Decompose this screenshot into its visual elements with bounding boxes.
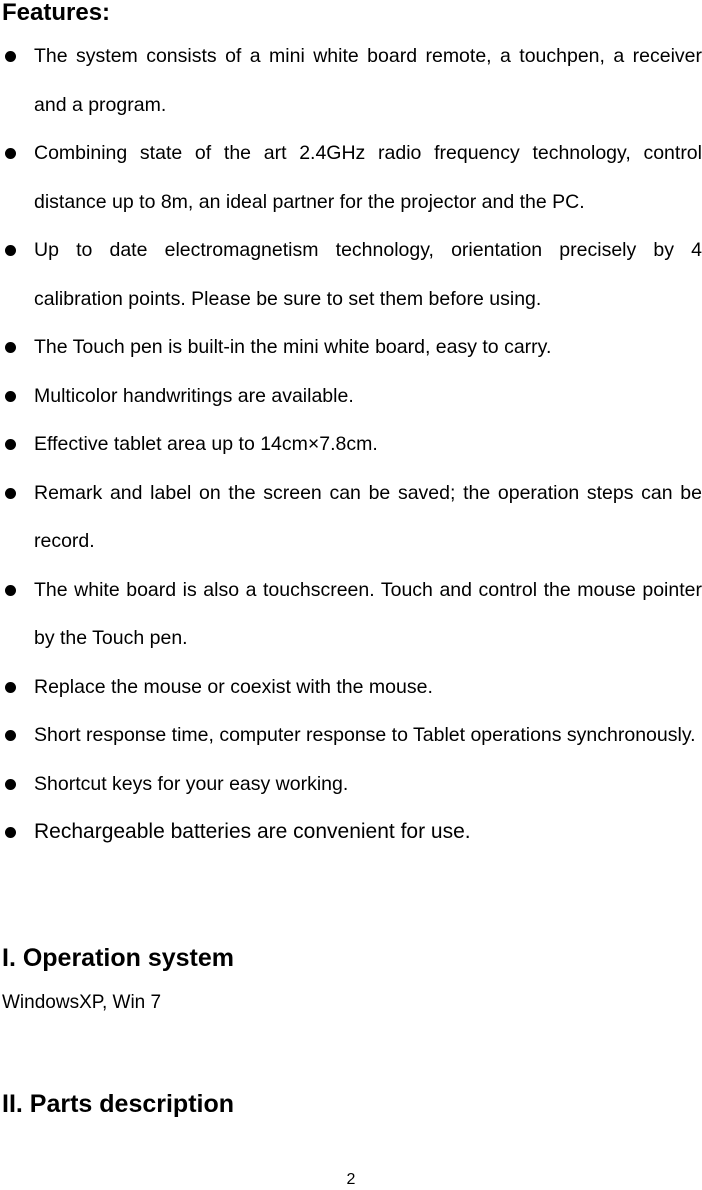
list-item bbox=[0, 808, 702, 857]
feature-text: The Touch pen is built-in the mini white board, easy to carry. bbox=[34, 336, 552, 358]
bullet-icon bbox=[5, 439, 16, 450]
list-item bbox=[0, 469, 702, 566]
list-item bbox=[0, 760, 702, 809]
bullet-icon bbox=[5, 585, 16, 596]
list-item bbox=[0, 420, 702, 469]
bullet-icon bbox=[5, 779, 16, 790]
feature-text: Multicolor handwritings are available. bbox=[34, 384, 354, 407]
list-item bbox=[0, 129, 702, 226]
bullet-icon bbox=[5, 391, 16, 402]
list-item bbox=[0, 663, 702, 712]
bullet-icon bbox=[5, 342, 16, 353]
feature-text: Replace the mouse or coexist with the mouse. bbox=[34, 675, 433, 698]
parts-description-heading: II. Parts description bbox=[2, 1090, 235, 1118]
feature-text: Shortcut keys for your easy working. bbox=[34, 772, 349, 795]
list-item bbox=[0, 372, 702, 421]
feature-text: Combining state of the art 2.4GHz radio frequency technology, control distance up to 8m, an ideal partner for the projector and the PC. bbox=[34, 142, 702, 213]
bullet-icon bbox=[5, 148, 16, 159]
bullet-icon bbox=[5, 51, 16, 62]
list-item bbox=[0, 566, 702, 663]
feature-text: Up to date electromagnetism technology, orientation precisely by 4 calibration points. Please be sure to set them before using. bbox=[34, 239, 702, 310]
list-item bbox=[0, 711, 702, 760]
list-item bbox=[0, 323, 702, 372]
bullet-icon bbox=[5, 488, 16, 499]
page-number: 2 bbox=[346, 1171, 356, 1188]
feature-text: Remark and label on the screen can be saved; the operation steps can be record. bbox=[34, 481, 702, 552]
bullet-icon bbox=[5, 827, 16, 838]
operation-system-value: WindowsXP, Win 7 bbox=[2, 992, 162, 1013]
features-list bbox=[0, 32, 702, 857]
bullet-icon bbox=[5, 682, 16, 693]
feature-text: Short response time, computer response to Tablet operations synchronously. bbox=[34, 724, 696, 746]
operation-system-heading: I. Operation system bbox=[2, 944, 235, 972]
bullet-icon bbox=[5, 245, 16, 256]
feature-text: The white board is also a touchscreen. Touch and control the mouse pointer by the Touch pen. bbox=[34, 578, 702, 649]
list-item bbox=[0, 226, 702, 323]
feature-text: Rechargeable batteries are convenient for use. bbox=[34, 820, 471, 843]
feature-text: The system consists of a mini white board remote, a touchpen, a receiver and a program. bbox=[34, 45, 702, 116]
features-heading: Features: bbox=[2, 0, 111, 26]
feature-text: Effective tablet area up to 14cm×7.8cm. bbox=[34, 433, 378, 455]
list-item bbox=[0, 32, 702, 129]
bullet-icon bbox=[5, 730, 16, 741]
